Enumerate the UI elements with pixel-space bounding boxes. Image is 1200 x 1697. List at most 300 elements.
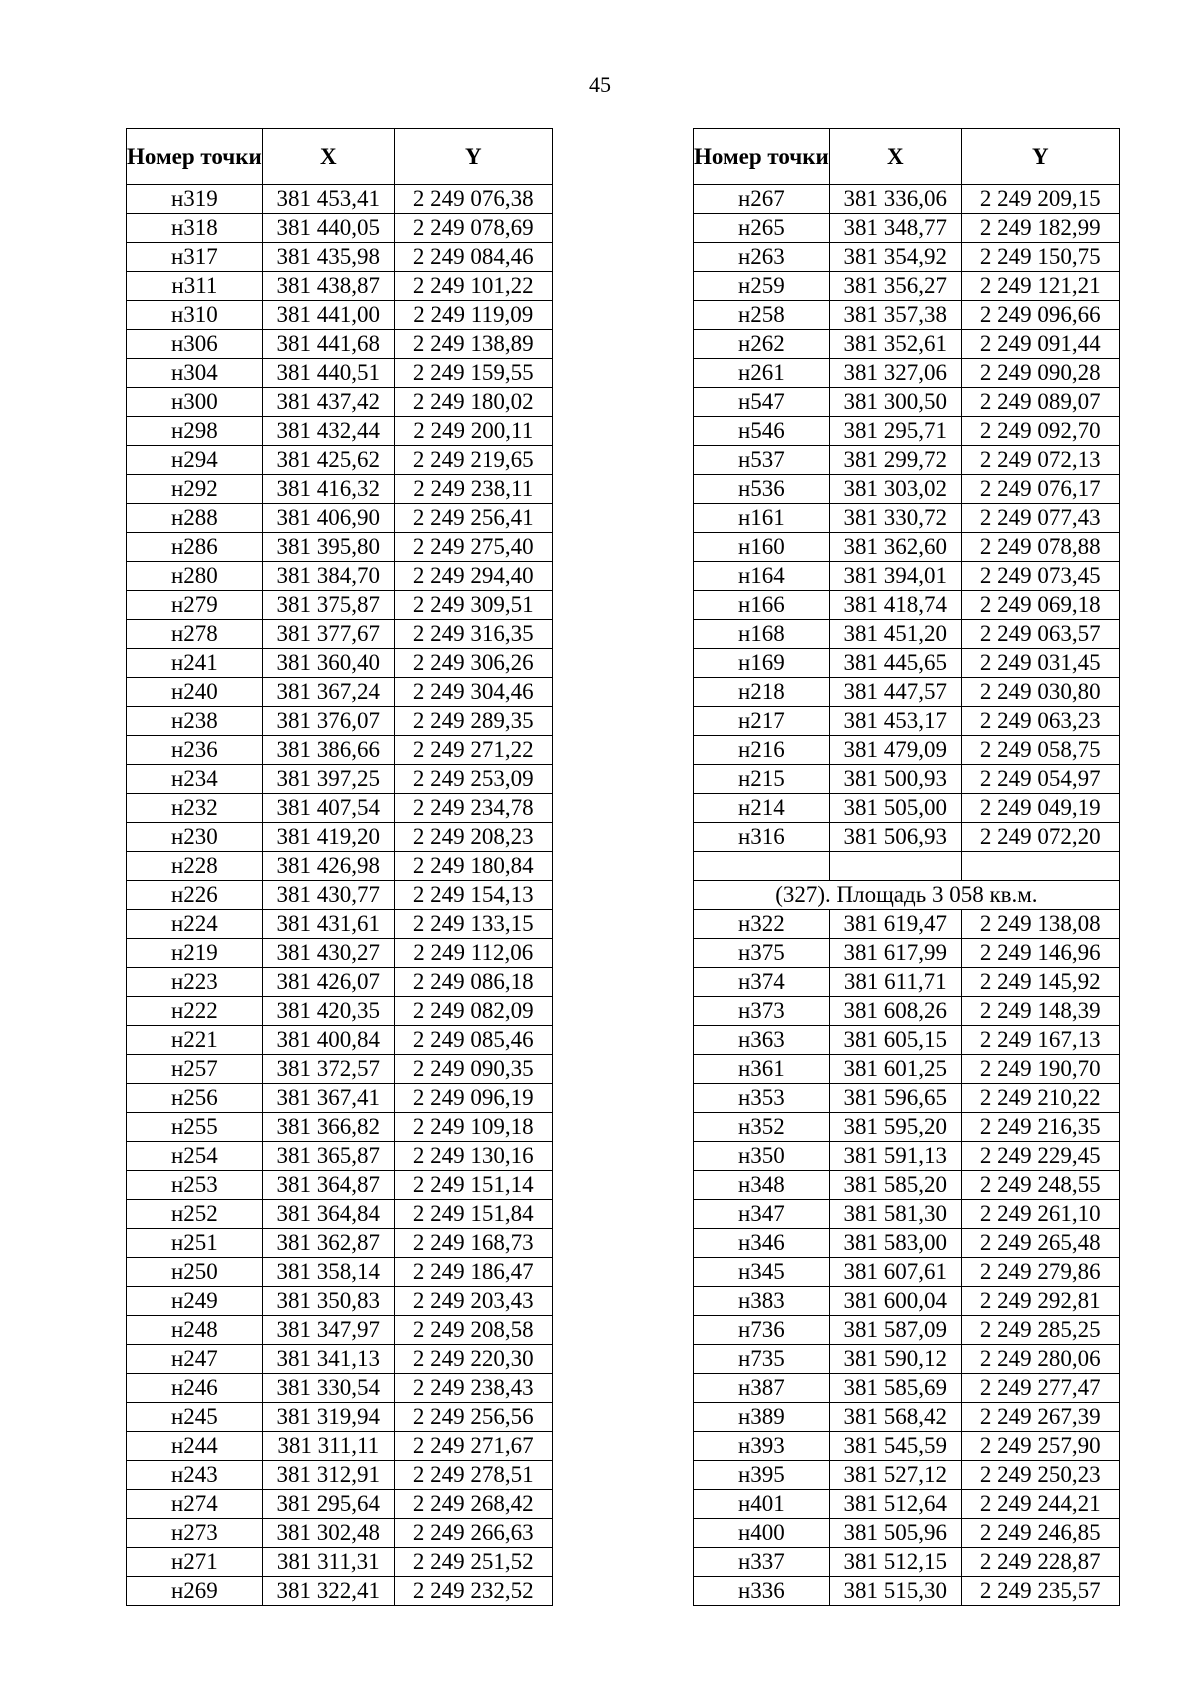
y-coordinate-cell: 2 249 248,55: [961, 1171, 1119, 1200]
y-coordinate-cell: 2 249 316,35: [394, 620, 552, 649]
x-coordinate-cell: 381 591,13: [829, 1142, 961, 1171]
y-coordinate-cell: 2 249 078,88: [961, 533, 1119, 562]
point-number-cell: н232: [127, 794, 263, 823]
header-x: X: [829, 129, 961, 185]
table-row: [127, 330, 553, 359]
point-number-cell: н255: [127, 1113, 263, 1142]
y-coordinate-cell: 2 249 130,16: [394, 1142, 552, 1171]
table-row: [127, 1548, 553, 1577]
point-number-cell: н286: [127, 533, 263, 562]
y-coordinate-cell: 2 249 261,10: [961, 1200, 1119, 1229]
point-number-cell: н345: [694, 1258, 830, 1287]
y-coordinate-cell: 2 249 234,78: [394, 794, 552, 823]
point-number-cell: н245: [127, 1403, 263, 1432]
y-coordinate-cell: 2 249 266,63: [394, 1519, 552, 1548]
x-coordinate-cell: 381 607,61: [829, 1258, 961, 1287]
point-number-cell: н400: [694, 1519, 830, 1548]
table-row: [127, 823, 553, 852]
point-number-cell: н217: [694, 707, 830, 736]
table-row: [127, 968, 553, 997]
empty-cell: [961, 852, 1119, 881]
x-coordinate-cell: 381 295,71: [829, 417, 961, 446]
table-row: [694, 910, 1120, 939]
x-coordinate-cell: 381 327,06: [829, 359, 961, 388]
x-coordinate-cell: 381 441,68: [262, 330, 394, 359]
x-coordinate-cell: 381 407,54: [262, 794, 394, 823]
point-number-cell: н246: [127, 1374, 263, 1403]
y-coordinate-cell: 2 249 289,35: [394, 707, 552, 736]
x-coordinate-cell: 381 432,44: [262, 417, 394, 446]
header-y: Y: [961, 129, 1119, 185]
x-coordinate-cell: 381 440,05: [262, 214, 394, 243]
x-coordinate-cell: 381 357,38: [829, 301, 961, 330]
empty-row: [694, 852, 1120, 881]
point-number-cell: н319: [127, 185, 263, 214]
table-row: [127, 1287, 553, 1316]
table-row: [127, 620, 553, 649]
y-coordinate-cell: 2 249 251,52: [394, 1548, 552, 1577]
table-row: [694, 1316, 1120, 1345]
header-point-number: Номер точки: [127, 129, 263, 185]
x-coordinate-cell: 381 336,06: [829, 185, 961, 214]
table-row: [127, 707, 553, 736]
x-coordinate-cell: 381 360,40: [262, 649, 394, 678]
point-number-cell: н352: [694, 1113, 830, 1142]
point-number-cell: н247: [127, 1345, 263, 1374]
table-row: [127, 1084, 553, 1113]
point-number-cell: н252: [127, 1200, 263, 1229]
point-number-cell: н395: [694, 1461, 830, 1490]
table-row: [127, 1171, 553, 1200]
point-number-cell: н250: [127, 1258, 263, 1287]
table-row: [127, 1316, 553, 1345]
table-row: [694, 562, 1120, 591]
table-row: [694, 533, 1120, 562]
point-number-cell: н267: [694, 185, 830, 214]
point-number-cell: н393: [694, 1432, 830, 1461]
y-coordinate-cell: 2 249 150,75: [961, 243, 1119, 272]
y-coordinate-cell: 2 249 078,69: [394, 214, 552, 243]
x-coordinate-cell: 381 358,14: [262, 1258, 394, 1287]
table-row: [694, 823, 1120, 852]
point-number-cell: н318: [127, 214, 263, 243]
x-coordinate-cell: 381 527,12: [829, 1461, 961, 1490]
y-coordinate-cell: 2 249 085,46: [394, 1026, 552, 1055]
x-coordinate-cell: 381 605,15: [829, 1026, 961, 1055]
y-coordinate-cell: 2 249 167,13: [961, 1026, 1119, 1055]
x-coordinate-cell: 381 585,69: [829, 1374, 961, 1403]
table-row: [127, 1432, 553, 1461]
y-coordinate-cell: 2 249 151,14: [394, 1171, 552, 1200]
x-coordinate-cell: 381 350,83: [262, 1287, 394, 1316]
x-coordinate-cell: 381 356,27: [829, 272, 961, 301]
y-coordinate-cell: 2 249 168,73: [394, 1229, 552, 1258]
table-row: [694, 185, 1120, 214]
x-coordinate-cell: 381 545,59: [829, 1432, 961, 1461]
table-row: [127, 504, 553, 533]
y-coordinate-cell: 2 249 275,40: [394, 533, 552, 562]
table-row: [127, 649, 553, 678]
table-row: [694, 1142, 1120, 1171]
table-row: [127, 243, 553, 272]
table-row: [694, 388, 1120, 417]
x-coordinate-cell: 381 354,92: [829, 243, 961, 272]
point-number-cell: н310: [127, 301, 263, 330]
x-coordinate-cell: 381 377,67: [262, 620, 394, 649]
y-coordinate-cell: 2 249 279,86: [961, 1258, 1119, 1287]
table-row: [694, 1490, 1120, 1519]
point-number-cell: н228: [127, 852, 263, 881]
x-coordinate-cell: 381 590,12: [829, 1345, 961, 1374]
point-number-cell: н261: [694, 359, 830, 388]
table-row: [127, 1345, 553, 1374]
x-coordinate-cell: 381 506,93: [829, 823, 961, 852]
point-number-cell: н363: [694, 1026, 830, 1055]
x-coordinate-cell: 381 348,77: [829, 214, 961, 243]
coordinates-table-right: [693, 128, 1120, 1606]
x-coordinate-cell: 381 395,80: [262, 533, 394, 562]
x-coordinate-cell: 381 364,84: [262, 1200, 394, 1229]
table-row: [127, 678, 553, 707]
table-row: [127, 388, 553, 417]
point-number-cell: н546: [694, 417, 830, 446]
table-row: [694, 446, 1120, 475]
point-number-cell: н257: [127, 1055, 263, 1084]
y-coordinate-cell: 2 249 054,97: [961, 765, 1119, 794]
point-number-cell: н374: [694, 968, 830, 997]
x-coordinate-cell: 381 608,26: [829, 997, 961, 1026]
table-row: [694, 214, 1120, 243]
y-coordinate-cell: 2 249 073,45: [961, 562, 1119, 591]
point-number-cell: н300: [127, 388, 263, 417]
y-coordinate-cell: 2 249 200,11: [394, 417, 552, 446]
y-coordinate-cell: 2 249 292,81: [961, 1287, 1119, 1316]
y-coordinate-cell: 2 249 082,09: [394, 997, 552, 1026]
y-coordinate-cell: 2 249 154,13: [394, 881, 552, 910]
table-row: [694, 1229, 1120, 1258]
x-coordinate-cell: 381 303,02: [829, 475, 961, 504]
x-coordinate-cell: 381 372,57: [262, 1055, 394, 1084]
table-row: [694, 968, 1120, 997]
y-coordinate-cell: 2 249 235,57: [961, 1577, 1119, 1606]
point-number-cell: н161: [694, 504, 830, 533]
table-row: [694, 1200, 1120, 1229]
point-number-cell: н537: [694, 446, 830, 475]
point-number-cell: н280: [127, 562, 263, 591]
table-row: [127, 1142, 553, 1171]
header-point-number: Номер точки: [694, 129, 830, 185]
y-coordinate-cell: 2 249 090,35: [394, 1055, 552, 1084]
y-coordinate-cell: 2 249 228,87: [961, 1548, 1119, 1577]
x-coordinate-cell: 381 330,72: [829, 504, 961, 533]
point-number-cell: н254: [127, 1142, 263, 1171]
x-coordinate-cell: 381 512,15: [829, 1548, 961, 1577]
x-coordinate-cell: 381 426,98: [262, 852, 394, 881]
point-number-cell: н401: [694, 1490, 830, 1519]
y-coordinate-cell: 2 249 112,06: [394, 939, 552, 968]
x-coordinate-cell: 381 312,91: [262, 1461, 394, 1490]
x-coordinate-cell: 381 583,00: [829, 1229, 961, 1258]
point-number-cell: н322: [694, 910, 830, 939]
table-row: [127, 1374, 553, 1403]
x-coordinate-cell: 381 445,65: [829, 649, 961, 678]
x-coordinate-cell: 381 438,87: [262, 272, 394, 301]
table-row: [127, 765, 553, 794]
point-number-cell: н169: [694, 649, 830, 678]
x-coordinate-cell: 381 611,71: [829, 968, 961, 997]
point-number-cell: н316: [694, 823, 830, 852]
y-coordinate-cell: 2 249 138,89: [394, 330, 552, 359]
table-row: [127, 1113, 553, 1142]
y-coordinate-cell: 2 249 229,45: [961, 1142, 1119, 1171]
table-row: [694, 1171, 1120, 1200]
coordinates-table-left: [126, 128, 553, 1606]
table-row: [127, 736, 553, 765]
x-coordinate-cell: 381 362,60: [829, 533, 961, 562]
x-coordinate-cell: 381 367,41: [262, 1084, 394, 1113]
x-coordinate-cell: 381 322,41: [262, 1577, 394, 1606]
point-number-cell: н735: [694, 1345, 830, 1374]
y-coordinate-cell: 2 249 278,51: [394, 1461, 552, 1490]
y-coordinate-cell: 2 249 209,15: [961, 185, 1119, 214]
y-coordinate-cell: 2 249 096,66: [961, 301, 1119, 330]
table-row: [127, 562, 553, 591]
point-number-cell: н218: [694, 678, 830, 707]
point-number-cell: н736: [694, 1316, 830, 1345]
point-number-cell: н249: [127, 1287, 263, 1316]
table-row: [127, 301, 553, 330]
y-coordinate-cell: 2 249 306,26: [394, 649, 552, 678]
table-row: [694, 649, 1120, 678]
x-coordinate-cell: 381 515,30: [829, 1577, 961, 1606]
y-coordinate-cell: 2 249 133,15: [394, 910, 552, 939]
y-coordinate-cell: 2 249 220,30: [394, 1345, 552, 1374]
point-number-cell: н265: [694, 214, 830, 243]
table-row: [127, 852, 553, 881]
table-row: [694, 272, 1120, 301]
point-number-cell: н279: [127, 591, 263, 620]
x-coordinate-cell: 381 367,24: [262, 678, 394, 707]
x-coordinate-cell: 381 406,90: [262, 504, 394, 533]
y-coordinate-cell: 2 249 256,56: [394, 1403, 552, 1432]
y-coordinate-cell: 2 249 109,18: [394, 1113, 552, 1142]
table-row: [694, 707, 1120, 736]
y-coordinate-cell: 2 249 208,23: [394, 823, 552, 852]
point-number-cell: н263: [694, 243, 830, 272]
y-coordinate-cell: 2 249 058,75: [961, 736, 1119, 765]
y-coordinate-cell: 2 249 182,99: [961, 214, 1119, 243]
x-coordinate-cell: 381 619,47: [829, 910, 961, 939]
point-number-cell: н536: [694, 475, 830, 504]
point-number-cell: н253: [127, 1171, 263, 1200]
y-coordinate-cell: 2 249 076,17: [961, 475, 1119, 504]
x-coordinate-cell: 381 418,74: [829, 591, 961, 620]
y-coordinate-cell: 2 249 186,47: [394, 1258, 552, 1287]
y-coordinate-cell: 2 249 086,18: [394, 968, 552, 997]
table-row: [127, 1026, 553, 1055]
y-coordinate-cell: 2 249 309,51: [394, 591, 552, 620]
point-number-cell: н224: [127, 910, 263, 939]
x-coordinate-cell: 381 512,64: [829, 1490, 961, 1519]
table-row: [694, 591, 1120, 620]
x-coordinate-cell: 381 505,00: [829, 794, 961, 823]
x-coordinate-cell: 381 386,66: [262, 736, 394, 765]
point-number-cell: н271: [127, 1548, 263, 1577]
y-coordinate-cell: 2 249 146,96: [961, 939, 1119, 968]
table-row: [127, 272, 553, 301]
point-number-cell: н348: [694, 1171, 830, 1200]
table-row: [694, 475, 1120, 504]
table-row: [694, 997, 1120, 1026]
table-row: [127, 591, 553, 620]
x-coordinate-cell: 381 362,87: [262, 1229, 394, 1258]
y-coordinate-cell: 2 249 076,38: [394, 185, 552, 214]
table-row: [127, 533, 553, 562]
y-coordinate-cell: 2 249 238,11: [394, 475, 552, 504]
table-row: [694, 1577, 1120, 1606]
point-number-cell: н243: [127, 1461, 263, 1490]
x-coordinate-cell: 381 400,84: [262, 1026, 394, 1055]
y-coordinate-cell: 2 249 151,84: [394, 1200, 552, 1229]
x-coordinate-cell: 381 352,61: [829, 330, 961, 359]
table-row: [694, 1345, 1120, 1374]
point-number-cell: н226: [127, 881, 263, 910]
point-number-cell: н215: [694, 765, 830, 794]
x-coordinate-cell: 381 437,42: [262, 388, 394, 417]
y-coordinate-cell: 2 249 246,85: [961, 1519, 1119, 1548]
y-coordinate-cell: 2 249 265,48: [961, 1229, 1119, 1258]
x-coordinate-cell: 381 430,77: [262, 881, 394, 910]
x-coordinate-cell: 381 581,30: [829, 1200, 961, 1229]
x-coordinate-cell: 381 447,57: [829, 678, 961, 707]
table-row: [127, 446, 553, 475]
table-row: [694, 1258, 1120, 1287]
point-number-cell: н223: [127, 968, 263, 997]
point-number-cell: н306: [127, 330, 263, 359]
y-coordinate-cell: 2 249 238,43: [394, 1374, 552, 1403]
y-coordinate-cell: 2 249 210,22: [961, 1084, 1119, 1113]
y-coordinate-cell: 2 249 063,57: [961, 620, 1119, 649]
y-coordinate-cell: 2 249 072,20: [961, 823, 1119, 852]
table-row: [694, 504, 1120, 533]
x-coordinate-cell: 381 375,87: [262, 591, 394, 620]
table-row: [694, 1113, 1120, 1142]
x-coordinate-cell: 381 617,99: [829, 939, 961, 968]
point-number-cell: н236: [127, 736, 263, 765]
table-row: [694, 620, 1120, 649]
y-coordinate-cell: 2 249 180,84: [394, 852, 552, 881]
y-coordinate-cell: 2 249 159,55: [394, 359, 552, 388]
x-coordinate-cell: 381 453,17: [829, 707, 961, 736]
x-coordinate-cell: 381 366,82: [262, 1113, 394, 1142]
table-row: [694, 1374, 1120, 1403]
y-coordinate-cell: 2 249 096,19: [394, 1084, 552, 1113]
x-coordinate-cell: 381 595,20: [829, 1113, 961, 1142]
table-row: [127, 1577, 553, 1606]
y-coordinate-cell: 2 249 294,40: [394, 562, 552, 591]
point-number-cell: н258: [694, 301, 830, 330]
y-coordinate-cell: 2 249 257,90: [961, 1432, 1119, 1461]
x-coordinate-cell: 381 416,32: [262, 475, 394, 504]
x-coordinate-cell: 381 430,27: [262, 939, 394, 968]
point-number-cell: н304: [127, 359, 263, 388]
point-number-cell: н221: [127, 1026, 263, 1055]
y-coordinate-cell: 2 249 271,67: [394, 1432, 552, 1461]
point-number-cell: н241: [127, 649, 263, 678]
y-coordinate-cell: 2 249 304,46: [394, 678, 552, 707]
table-row: [127, 1055, 553, 1084]
x-coordinate-cell: 381 319,94: [262, 1403, 394, 1432]
point-number-cell: н288: [127, 504, 263, 533]
x-coordinate-cell: 381 431,61: [262, 910, 394, 939]
x-coordinate-cell: 381 441,00: [262, 301, 394, 330]
y-coordinate-cell: 2 249 208,58: [394, 1316, 552, 1345]
y-coordinate-cell: 2 249 030,80: [961, 678, 1119, 707]
point-number-cell: н373: [694, 997, 830, 1026]
x-coordinate-cell: 381 394,01: [829, 562, 961, 591]
y-coordinate-cell: 2 249 256,41: [394, 504, 552, 533]
y-coordinate-cell: 2 249 089,07: [961, 388, 1119, 417]
point-number-cell: н234: [127, 765, 263, 794]
table-row: [694, 1548, 1120, 1577]
header-row: [694, 129, 1120, 185]
table-row: [694, 359, 1120, 388]
table-row: [127, 939, 553, 968]
y-coordinate-cell: 2 249 280,06: [961, 1345, 1119, 1374]
y-coordinate-cell: 2 249 268,42: [394, 1490, 552, 1519]
x-coordinate-cell: 381 311,11: [262, 1432, 394, 1461]
y-coordinate-cell: 2 249 180,02: [394, 388, 552, 417]
table-row: [127, 1490, 553, 1519]
x-coordinate-cell: 381 419,20: [262, 823, 394, 852]
x-coordinate-cell: 381 601,25: [829, 1055, 961, 1084]
point-number-cell: н389: [694, 1403, 830, 1432]
y-coordinate-cell: 2 249 271,22: [394, 736, 552, 765]
table-row: [127, 1519, 553, 1548]
point-number-cell: н547: [694, 388, 830, 417]
table-row: [694, 678, 1120, 707]
y-coordinate-cell: 2 249 145,92: [961, 968, 1119, 997]
table-row: [127, 794, 553, 823]
x-coordinate-cell: 381 299,72: [829, 446, 961, 475]
y-coordinate-cell: 2 249 148,39: [961, 997, 1119, 1026]
point-number-cell: н222: [127, 997, 263, 1026]
point-number-cell: н383: [694, 1287, 830, 1316]
table-row: [127, 910, 553, 939]
y-coordinate-cell: 2 249 077,43: [961, 504, 1119, 533]
point-number-cell: н219: [127, 939, 263, 968]
x-coordinate-cell: 381 425,62: [262, 446, 394, 475]
x-coordinate-cell: 381 440,51: [262, 359, 394, 388]
x-coordinate-cell: 381 505,96: [829, 1519, 961, 1548]
table-row: [694, 243, 1120, 272]
header-y: Y: [394, 129, 552, 185]
y-coordinate-cell: 2 249 101,22: [394, 272, 552, 301]
x-coordinate-cell: 381 596,65: [829, 1084, 961, 1113]
table-row: [694, 736, 1120, 765]
x-coordinate-cell: 381 347,97: [262, 1316, 394, 1345]
x-coordinate-cell: 381 587,09: [829, 1316, 961, 1345]
point-number-cell: н387: [694, 1374, 830, 1403]
y-coordinate-cell: 2 249 250,23: [961, 1461, 1119, 1490]
y-coordinate-cell: 2 249 190,70: [961, 1055, 1119, 1084]
table-row: [127, 359, 553, 388]
table-row: [127, 475, 553, 504]
table-row: [694, 1084, 1120, 1113]
point-number-cell: н298: [127, 417, 263, 446]
table-row: [694, 1026, 1120, 1055]
table-row: [694, 1287, 1120, 1316]
